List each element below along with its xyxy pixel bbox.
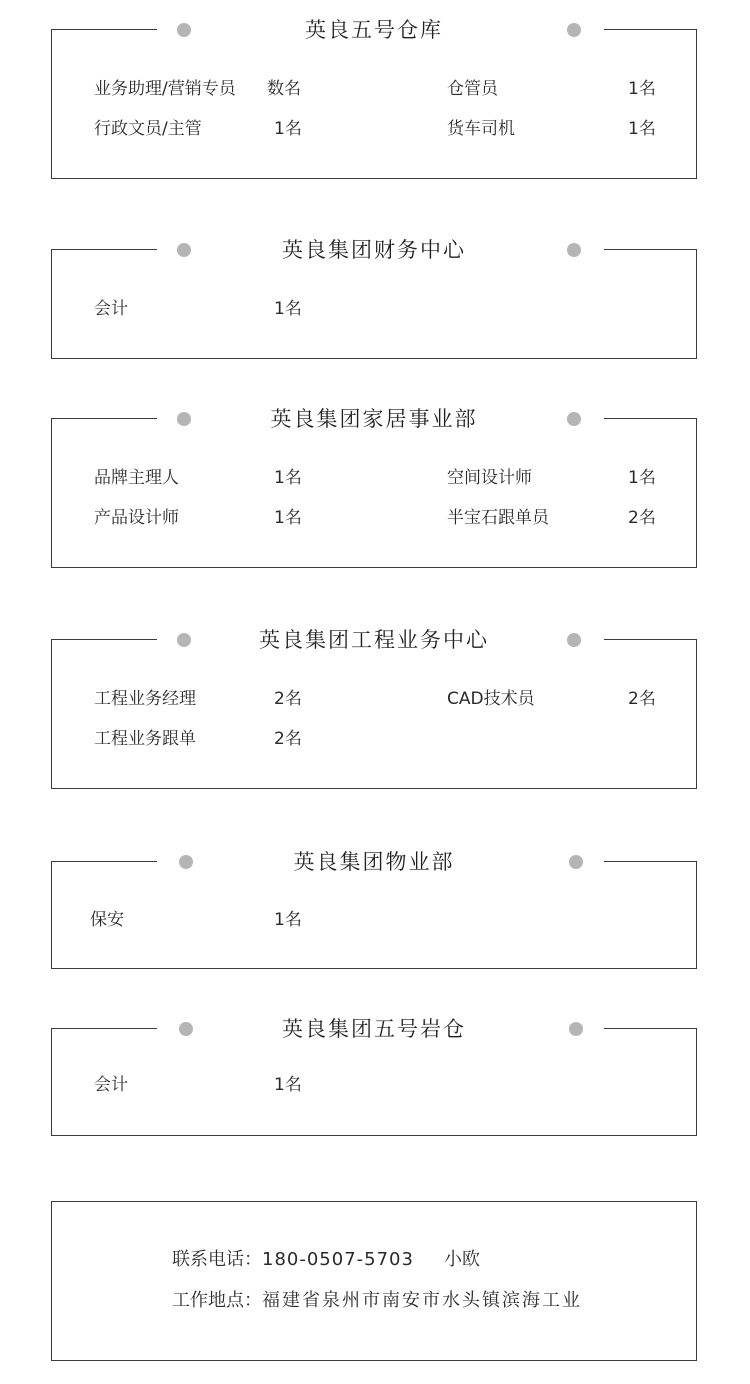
job-count: 1名 bbox=[274, 910, 302, 930]
job-count: 1名 bbox=[628, 119, 656, 139]
section-home-division bbox=[51, 407, 697, 568]
section-header bbox=[50, 842, 698, 882]
job-role: 工程业务经理 bbox=[94, 689, 196, 709]
contact-phone-line bbox=[172, 1247, 480, 1273]
section-property-dept bbox=[51, 850, 697, 969]
section-header bbox=[50, 230, 698, 270]
phone-label: 联系电话： bbox=[172, 1249, 262, 1270]
section-title: 英良五号仓库 bbox=[305, 18, 443, 42]
section-header bbox=[50, 399, 698, 439]
job-role: 货车司机 bbox=[447, 119, 515, 139]
section-header bbox=[50, 620, 698, 660]
phone-number[interactable]: 180-0507-5703 bbox=[262, 1249, 414, 1270]
job-role: 工程业务跟单 bbox=[94, 729, 196, 749]
job-role: 会计 bbox=[94, 1075, 128, 1095]
job-role: 仓管员 bbox=[447, 79, 498, 99]
job-role: 会计 bbox=[94, 299, 128, 319]
job-count: 2名 bbox=[628, 689, 656, 709]
job-count: 1名 bbox=[274, 508, 302, 528]
section-warehouse-5 bbox=[51, 18, 697, 179]
section-engineering-center bbox=[51, 628, 697, 789]
job-count: 1名 bbox=[274, 299, 302, 319]
address-label: 工作地点： bbox=[172, 1290, 262, 1311]
contact-box bbox=[51, 1201, 697, 1361]
job-role: 半宝石跟单员 bbox=[447, 508, 549, 528]
section-header bbox=[50, 10, 698, 50]
job-role: CAD技术员 bbox=[447, 689, 535, 709]
job-count: 1名 bbox=[274, 119, 302, 139]
job-role: 行政文员/主管 bbox=[94, 119, 202, 139]
section-title: 英良集团家居事业部 bbox=[270, 407, 478, 431]
job-role: 品牌主理人 bbox=[94, 468, 179, 488]
contact-person: 小欧 bbox=[443, 1249, 480, 1270]
contact-address-line bbox=[172, 1288, 582, 1314]
job-count: 1名 bbox=[274, 1075, 302, 1095]
job-role: 空间设计师 bbox=[447, 468, 532, 488]
job-count: 1名 bbox=[274, 468, 302, 488]
job-count: 1名 bbox=[628, 79, 656, 99]
section-title: 英良集团物业部 bbox=[293, 850, 455, 874]
job-count: 数名 bbox=[267, 79, 301, 99]
job-count: 2名 bbox=[274, 689, 302, 709]
section-title: 英良集团五号岩仓 bbox=[282, 1017, 466, 1041]
section-header bbox=[50, 1009, 698, 1049]
job-role: 业务助理/营销专员 bbox=[94, 79, 236, 99]
job-count: 2名 bbox=[274, 729, 302, 749]
section-finance-center bbox=[51, 238, 697, 359]
job-count: 1名 bbox=[628, 468, 656, 488]
address-text: 福建省泉州市南安市水头镇滨海工业 bbox=[262, 1290, 582, 1311]
section-title: 英良集团财务中心 bbox=[282, 238, 466, 262]
section-rock-warehouse-5 bbox=[51, 1017, 697, 1136]
section-title: 英良集团工程业务中心 bbox=[259, 628, 489, 652]
job-role: 保安 bbox=[90, 910, 124, 930]
job-count: 2名 bbox=[628, 508, 656, 528]
job-role: 产品设计师 bbox=[94, 508, 179, 528]
